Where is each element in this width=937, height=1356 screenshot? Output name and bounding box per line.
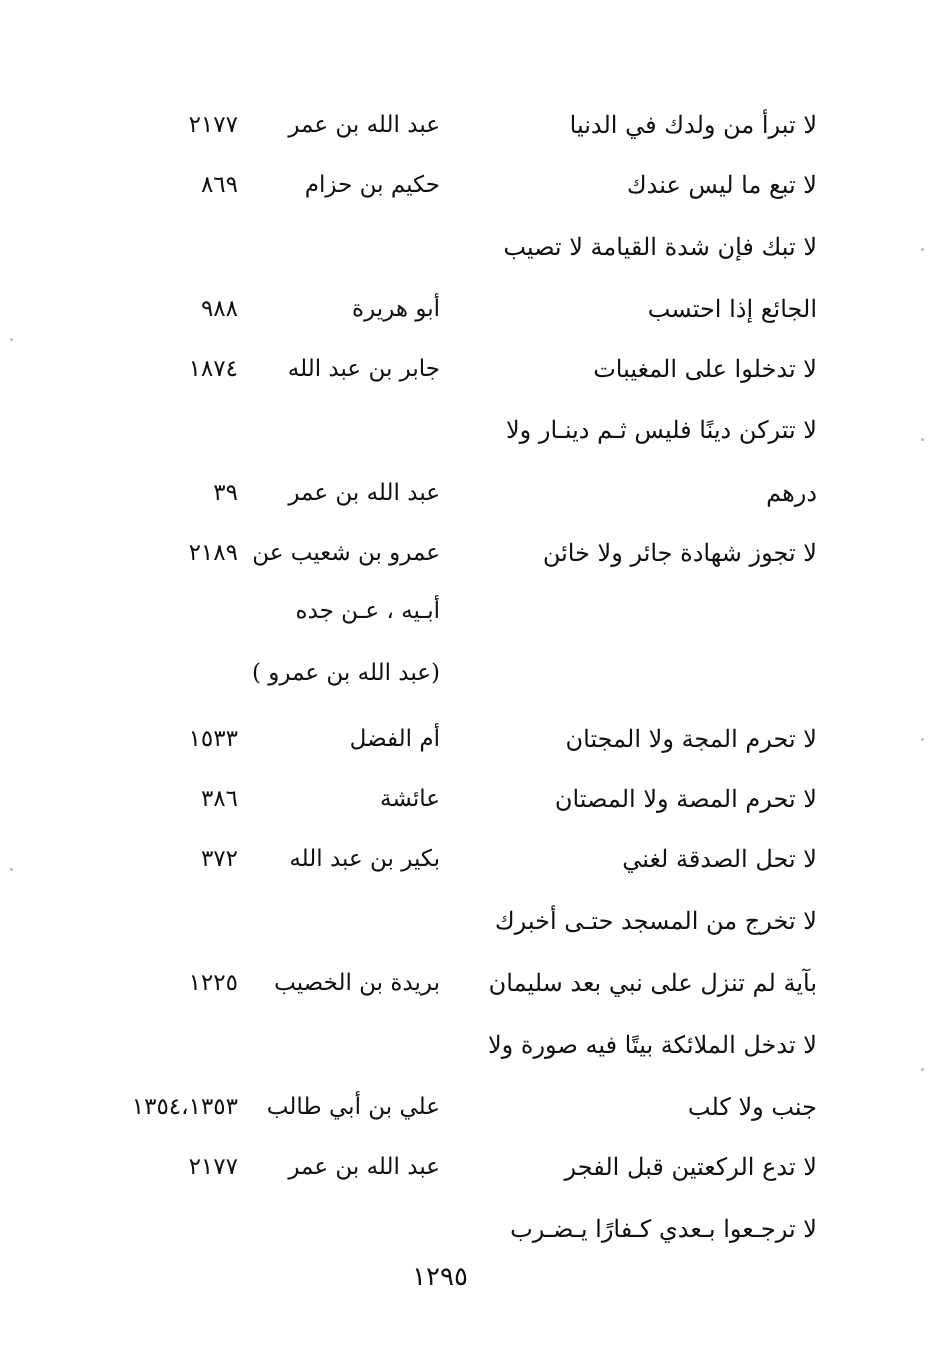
index-row (0, 160, 937, 210)
margin-mark (921, 738, 924, 741)
hadith-text (487, 648, 817, 698)
hadith-text: لا تبك فإن شدة القيامة لا تصيب (503, 233, 817, 261)
index-row (0, 714, 937, 764)
hadith-text: لا تبع ما ليس عندك (626, 171, 817, 199)
narrator-name: عائشة (380, 786, 440, 812)
hadith-text: لا تبرأ من ولدك في الدنيا (569, 111, 817, 139)
narrator-name: عبد الله بن عمر (288, 1154, 440, 1180)
hadith-number (100, 1204, 238, 1254)
hadith-text: لا تتركن دينًا فليس ثـم دينـار ولا (505, 416, 817, 444)
index-row (0, 834, 937, 884)
index-row (0, 896, 937, 946)
index-row (0, 468, 937, 518)
margin-mark (921, 1068, 924, 1071)
hadith-number: ٩٨٨ (200, 296, 238, 322)
hadith-number: ٢١٨٩ (188, 540, 238, 566)
narrator-name: أبو هريرة (352, 296, 440, 322)
narrator-name: عمرو بن شعيب عن (252, 540, 440, 566)
hadith-number: ٣٨٦ (200, 786, 238, 812)
margin-mark (10, 338, 13, 341)
narrator-name: بريدة بن الخصيب (274, 970, 440, 996)
hadith-number (100, 648, 238, 698)
index-row (0, 1204, 937, 1254)
index-row (0, 284, 937, 334)
hadith-text: درهم (766, 479, 817, 507)
narrator-name: بكير بن عبد الله (289, 846, 440, 872)
narrator-name (240, 1020, 440, 1070)
hadith-text: لا تحرم المجة ولا المجتان (565, 725, 817, 753)
hadith-text: لا تخرج من المسجد حتـى أخبرك (494, 907, 817, 935)
hadith-number: ٣٩ (213, 480, 238, 506)
hadith-text: الجائع إذا احتسب (647, 295, 817, 323)
margin-mark (10, 868, 13, 871)
index-row (0, 1082, 937, 1132)
narrator-name (240, 405, 440, 455)
narrator-name: عبد الله بن عمر (288, 112, 440, 138)
narrator-name: جابر بن عبد الله (287, 356, 440, 382)
hadith-number (100, 405, 238, 455)
hadith-number: ١٢٢٥ (188, 970, 238, 996)
index-row (0, 586, 937, 636)
hadith-text: لا ترجـعوا بـعدي كـفارًا يـضـرب (510, 1215, 817, 1243)
margin-mark (921, 248, 924, 251)
hadith-text: بآية لم تنزل على نبي بعد سليمان (488, 969, 817, 997)
hadith-text: لا تحل الصدقة لغني (622, 845, 817, 873)
hadith-number: ٨٦٩ (200, 172, 238, 198)
narrator-name: علي بن أبي طالب (266, 1094, 440, 1120)
hadith-number (100, 222, 238, 272)
narrator-name (240, 222, 440, 272)
hadith-text: لا تدخلوا على المغيبات (593, 355, 817, 383)
hadith-number: ١٨٧٤ (188, 356, 238, 382)
hadith-text: لا تجوز شهادة جائر ولا خائن (542, 539, 817, 567)
hadith-number (100, 896, 238, 946)
narrator-name (240, 896, 440, 946)
hadith-text: جنب ولا كلب (687, 1093, 817, 1121)
hadith-number: ١٣٥٤،١٣٥٣ (131, 1094, 238, 1120)
hadith-number: ٣٧٢ (200, 846, 238, 872)
index-row (0, 344, 937, 394)
hadith-number (100, 586, 238, 636)
index-row (0, 1020, 937, 1070)
index-row (0, 222, 937, 272)
narrator-name: عبد الله بن عمر (288, 480, 440, 506)
index-row (0, 774, 937, 824)
hadith-text: لا تدخل الملائكة بيتًا فيه صورة ولا (487, 1031, 817, 1059)
page-number: ١٢٩٥ (412, 1262, 468, 1292)
hadith-text: لا تدع الركعتين قبل الفجر (564, 1153, 817, 1181)
narrator-name: أبـيه ، عـن جده (295, 598, 440, 624)
hadith-number: ٢١٧٧ (188, 1154, 238, 1180)
hadith-text: لا تحرم المصة ولا المصتان (554, 785, 817, 813)
margin-mark (921, 438, 924, 441)
narrator-name: (عبد الله بن عمرو ) (252, 660, 440, 686)
index-row (0, 100, 937, 150)
index-row (0, 648, 937, 698)
hadith-number (100, 1020, 238, 1070)
index-row (0, 405, 937, 455)
index-row (0, 528, 937, 578)
narrator-name: حكيم بن حزام (304, 172, 440, 198)
narrator-name (240, 1204, 440, 1254)
hadith-number: ١٥٣٣ (188, 726, 238, 752)
index-row (0, 1142, 937, 1192)
hadith-text (487, 586, 817, 636)
hadith-number: ٢١٧٧ (188, 112, 238, 138)
index-row (0, 958, 937, 1008)
narrator-name: أم الفضل (349, 726, 440, 752)
